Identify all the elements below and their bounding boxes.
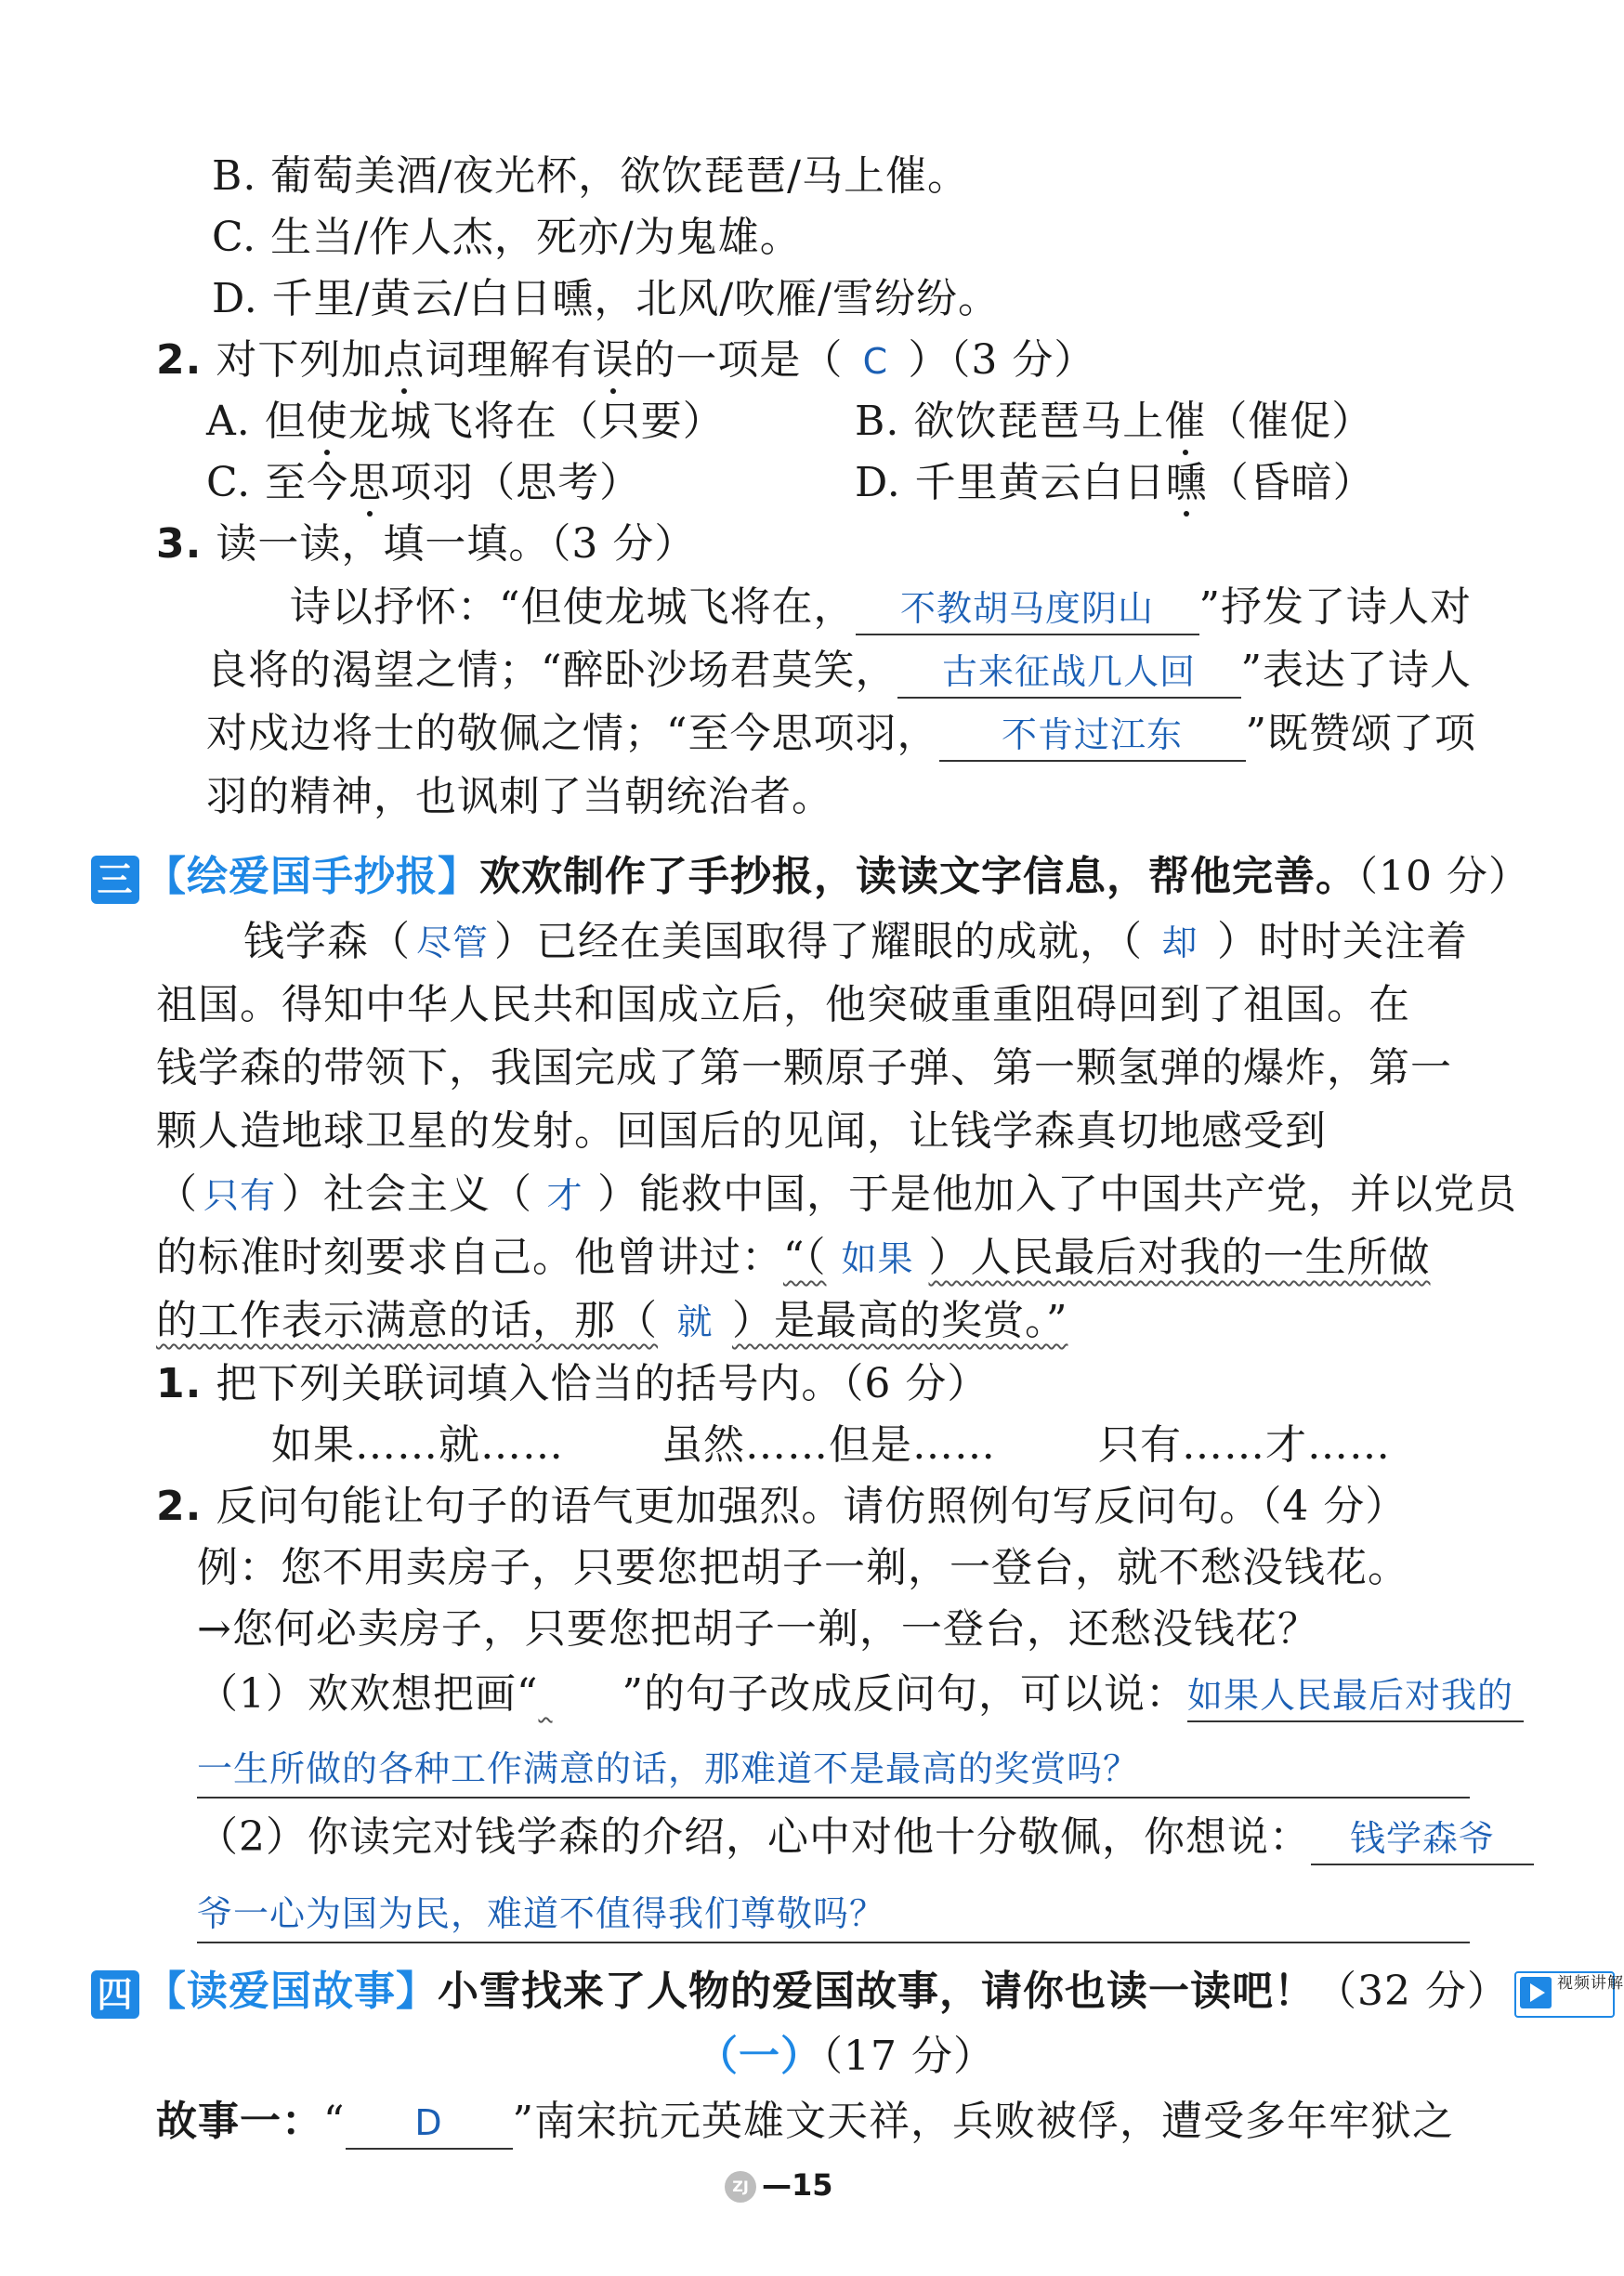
sub1-answer-rule	[197, 1797, 1470, 1799]
q2-stem-text-a: 对下列加	[216, 336, 384, 384]
conj-2: 虽然……但是……	[661, 1421, 996, 1469]
q2-a-dotted: 使	[307, 394, 348, 450]
q3-stem	[156, 517, 696, 572]
p7-wavy-quote	[156, 1297, 1068, 1344]
section4-main: 小雪找来了人物的爱国故事，请你也读一读吧！	[438, 1968, 1316, 2015]
q2-b-post: （催促）	[1206, 398, 1374, 445]
passage-line-2: 祖国。得知中华人民共和国成立后，他突破重重阻碍回到了祖国。在	[156, 981, 1410, 1028]
section4-score: （32 分）	[1316, 1968, 1509, 2015]
q3-line-1	[290, 580, 1472, 635]
passage-line-1	[243, 914, 1468, 971]
sub2-answer-part2: 爷一心为国为民，难道不值得我们尊敬吗？	[197, 1893, 886, 1934]
sub1-answer-part2: 一生所做的各种工作满意的话，那难道不是最高的奖赏吗？	[197, 1748, 1140, 1789]
passage-line-6	[156, 1230, 1431, 1287]
q2-c-post: 项羽（思考）	[390, 459, 642, 506]
p7-answer: 就	[676, 1302, 714, 1342]
p1-a: 钱学森（	[243, 918, 411, 965]
q2-b-pre: B. 欲饮琵琶马上	[855, 398, 1165, 445]
story-open-quote: “	[323, 2098, 346, 2145]
q2-c-dotted: 思	[348, 455, 390, 511]
q1-option-b: B. 葡萄美酒/夜光杯，欲饮琵琶/马上催。	[212, 152, 969, 200]
p6-w1: “（	[783, 1234, 827, 1281]
section3-header	[91, 849, 1530, 905]
conj-1: 如果……就……	[271, 1421, 564, 1469]
p7-w1: 的工作表示满意的话，那（	[156, 1297, 658, 1344]
q2-answer: C	[862, 341, 889, 382]
s3-q1-text: 把下列关联词填入恰当的括号内。（6 分）	[216, 1360, 989, 1407]
q2-stem-text-c: 的一项是（	[634, 336, 844, 384]
conj-3: 只有……才……	[1098, 1421, 1391, 1469]
p5-answer-1: 只有	[203, 1175, 276, 1216]
story-one-answer: D	[346, 2098, 513, 2150]
q3-l3-b: ”既赞颂了项	[1245, 710, 1476, 757]
passage-line-7	[156, 1293, 1068, 1350]
p5-answer-2: 才	[546, 1175, 583, 1216]
video-explain-button[interactable]	[1514, 1971, 1624, 2018]
q3-l3-a: 对戍边将士的敬佩之情；“至今思项羽，	[206, 710, 939, 757]
p6-w2: ）人民最后对我的一生所做	[928, 1234, 1431, 1281]
q2-stem-dotted-1: 点	[383, 333, 425, 388]
p5-c: ）能救中国，于是他加入了中国共产党，并以党员	[597, 1171, 1517, 1218]
sub2-answer-rule	[197, 1942, 1470, 1943]
p1-answer-2: 却	[1161, 922, 1198, 963]
q2-option-c	[206, 455, 641, 511]
q3-number: 3.	[156, 520, 203, 568]
q3-stem-text: 读一读，填一填。（3 分）	[216, 520, 697, 568]
section3-tag: 三	[91, 856, 139, 904]
q2-option-d	[855, 455, 1375, 511]
s3-q1-stem	[156, 1356, 989, 1412]
sub1-a: （1）欢欢想把画“	[197, 1670, 539, 1718]
p6-wavy-quote	[783, 1234, 1431, 1281]
q3-answer-2: 古来征战几人回	[897, 647, 1241, 699]
sub1-answer-part1: 如果人民最后对我的	[1187, 1670, 1524, 1722]
section3-score: （10 分）	[1357, 853, 1530, 900]
q3-answer-1: 不教胡马度阴山	[856, 583, 1199, 635]
sub1-line-1	[197, 1667, 1524, 1722]
q1-option-c: C. 生当/作人杰，死亦/为鬼雄。	[212, 214, 802, 261]
example-rewrite: →您何必卖房子，只要您把胡子一剃，一登台，还愁没钱花？	[197, 1605, 1319, 1653]
sub2-a: （2）你读完对钱学森的介绍，心中对他十分敬佩，你想说：	[197, 1813, 1311, 1861]
s3-q2-stem	[156, 1479, 1407, 1535]
p1-answer-1: 尽管	[415, 922, 489, 963]
p7-w2: ）是最高的奖赏。”	[732, 1297, 1068, 1344]
q3-answer-3: 不肯过江东	[939, 710, 1246, 762]
q3-line-2	[206, 643, 1472, 699]
q2-number: 2.	[156, 336, 203, 384]
story-one-text: ”南宋抗元英雄文天祥，兵败被俘，遭受多年牢狱之	[512, 2098, 1454, 2145]
p1-c: ）时时关注着	[1217, 918, 1468, 965]
q2-b-dotted: 催	[1164, 394, 1206, 450]
section3-title: 【绘爱国手抄报】	[145, 853, 479, 900]
p6-a: 的标准时刻要求自己。他曾讲过：	[156, 1234, 783, 1281]
s3-q1-number: 1.	[156, 1360, 203, 1407]
p1-b: ）已经在美国取得了耀眼的成就，（	[494, 918, 1143, 965]
footer-badge: ZJ	[725, 2171, 756, 2203]
q3-line-4: 羽的精神，也讽刺了当朝统治者。	[206, 773, 833, 820]
sub1-b: ”的句子改成反问句，可以说：	[622, 1670, 1187, 1718]
q2-d-pre: D. 千里黄云白日	[855, 459, 1166, 506]
passage-line-4: 颗人造地球卫星的发射。回国后的见闻，让钱学森真切地感受到	[156, 1107, 1327, 1155]
page-number: —15	[762, 2167, 833, 2203]
s3-q2-number: 2.	[156, 1483, 203, 1530]
q2-a-post: 龙城飞将在（只要）	[347, 398, 725, 445]
story-one-line	[156, 2094, 1454, 2150]
q2-option-a	[206, 394, 725, 450]
q2-stem-text-b: 词理解有	[425, 336, 593, 384]
sub2-line-1	[197, 1810, 1534, 1865]
page-footer	[725, 2165, 833, 2205]
section4-tag: 四	[91, 1970, 139, 2019]
sub2-answer-part1: 钱学森爷	[1311, 1813, 1534, 1865]
s3-q2-text: 反问句能让句子的语气更加强烈。请仿照例句写反问句。（4 分）	[216, 1483, 1408, 1530]
q3-l1-b: ”抒发了诗人对	[1198, 583, 1472, 631]
q2-a-pre: A. 但	[206, 398, 307, 445]
section3-main: 欢欢制作了手抄报，读读文字信息，帮他完善。	[479, 853, 1357, 900]
sub1-wavy-blank	[539, 1667, 622, 1722]
p5-b: ）社会主义（	[282, 1171, 532, 1218]
story-one-label: 故事一：	[156, 2098, 323, 2145]
q2-stem-dotted-2: 误	[592, 333, 634, 388]
passage-line-5	[156, 1167, 1517, 1223]
part-one-score: （17 分）	[822, 2033, 995, 2080]
part-one-heading	[697, 2029, 995, 2085]
q2-c-pre: C. 至今	[206, 459, 349, 506]
video-explain-label: 视频讲解	[1556, 1973, 1624, 1993]
q2-d-post: （昏暗）	[1207, 459, 1375, 506]
q3-l2-a: 良将的渴望之情；“醉卧沙场君莫笑，	[206, 647, 897, 694]
q3-line-3	[206, 706, 1476, 762]
passage-line-3: 钱学森的带领下，我国完成了第一颗原子弹、第一颗氢弹的爆炸，第一	[156, 1044, 1452, 1092]
q2-stem	[156, 333, 1095, 389]
section4-header	[91, 1964, 1624, 2020]
q2-option-b	[855, 394, 1373, 450]
play-icon	[1520, 1977, 1552, 2008]
p5-a: （	[156, 1171, 198, 1218]
q2-stem-text-d: ）（3 分）	[908, 336, 1096, 384]
q3-l2-b: ”表达了诗人	[1240, 647, 1472, 694]
part-one-label: （一）	[697, 2033, 822, 2080]
section4-title: 【读爱国故事】	[145, 1968, 438, 2015]
q3-l1-a: 诗以抒怀：“但使龙城飞将在，	[290, 583, 856, 631]
q2-d-dotted: 曛	[1166, 455, 1208, 511]
example-sentence: 例：您不用卖房子，只要您把胡子一剃，一登台，就不愁没钱花。	[197, 1544, 1409, 1591]
p6-answer: 如果	[841, 1238, 914, 1279]
q1-option-d: D. 千里/黄云/白日曛，北风/吹雁/雪纷纷。	[212, 275, 1000, 322]
